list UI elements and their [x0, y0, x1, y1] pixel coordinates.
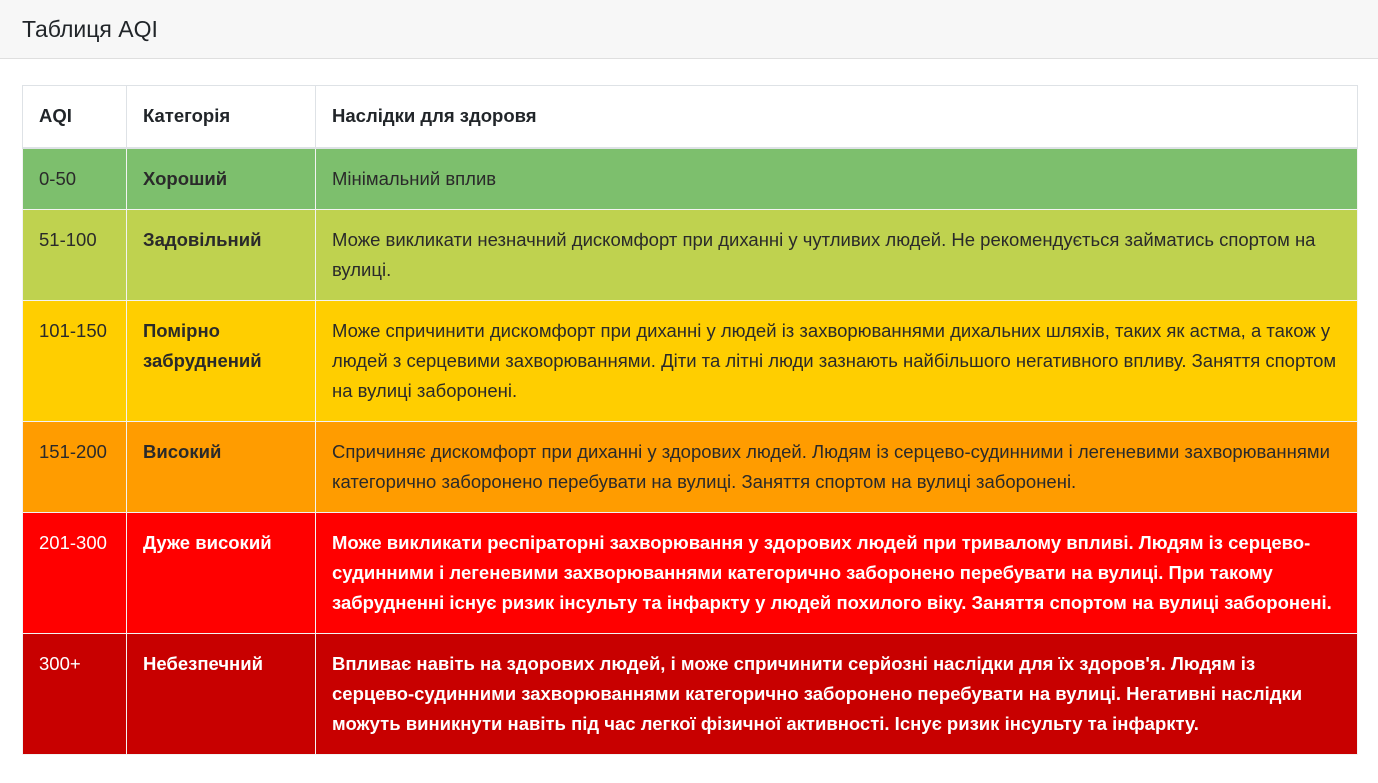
health-effect: Спричиняє дискомфорт при диханні у здорових людей. Людям із серцево-судинними і легеневими захворюваннями категорично заборонено перебувати на вулиці. Заняття спортом на вулиці заборонені. [316, 422, 1358, 513]
health-effect: Мінімальний вплив [316, 148, 1358, 210]
column-header-category: Категорія [127, 86, 316, 149]
health-effect: Впливає навіть на здорових людей, і може спричинити серйозні наслідки для їх здоров'я. Людям із серцево-судинними захворюваннями категорично заборонено перебувати на вулиці. Негативні наслідки можуть виникнути навіть під час легкої фізичної активності. Існує ризик інсульту та інфаркту. [316, 634, 1358, 755]
aqi-table-container [22, 85, 1357, 755]
health-effect: Може викликати респіраторні захворювання у здорових людей при тривалому впливі. Людям із серцево-судинними і легеневими захворюваннями категорично заборонено перебувати на вулиці. При такому забрудненні існує ризик інсульту та інфаркту у людей похилого віку. Заняття спортом на вулиці заборонені. [316, 513, 1358, 634]
aqi-range: 51-100 [23, 210, 127, 301]
aqi-category: Високий [127, 422, 316, 513]
aqi-range: 101-150 [23, 301, 127, 422]
health-effect: Може викликати незначний дискомфорт при диханні у чутливих людей. Не рекомендується займатись спортом на вулиці. [316, 210, 1358, 301]
table-row-good [23, 148, 1358, 210]
aqi-range: 0-50 [23, 148, 127, 210]
page-header [0, 0, 1378, 59]
aqi-table [22, 85, 1358, 755]
table-row-moderate [23, 210, 1358, 301]
table-row-high [23, 422, 1358, 513]
table-row-hazardous [23, 634, 1358, 755]
table-row-very-high [23, 513, 1358, 634]
aqi-category: Дуже високий [127, 513, 316, 634]
aqi-category: Небезпечний [127, 634, 316, 755]
table-row-moderately-polluted [23, 301, 1358, 422]
aqi-category: Задовільний [127, 210, 316, 301]
page-title: Таблиця AQI [22, 16, 158, 42]
aqi-range: 201-300 [23, 513, 127, 634]
aqi-category: Помірно забруднений [127, 301, 316, 422]
aqi-range: 300+ [23, 634, 127, 755]
health-effect: Може спричинити дискомфорт при диханні у людей із захворюваннями дихальних шляхів, таких як астма, а також у людей з серцевими захворюваннями. Діти та літні люди зазнають найбільшого негативного впливу. Заняття спортом на вулиці заборонені. [316, 301, 1358, 422]
aqi-category: Хороший [127, 148, 316, 210]
column-header-health-effects: Наслідки для здоровя [316, 86, 1358, 149]
table-header-row [23, 86, 1358, 149]
column-header-aqi: AQI [23, 86, 127, 149]
aqi-range: 151-200 [23, 422, 127, 513]
